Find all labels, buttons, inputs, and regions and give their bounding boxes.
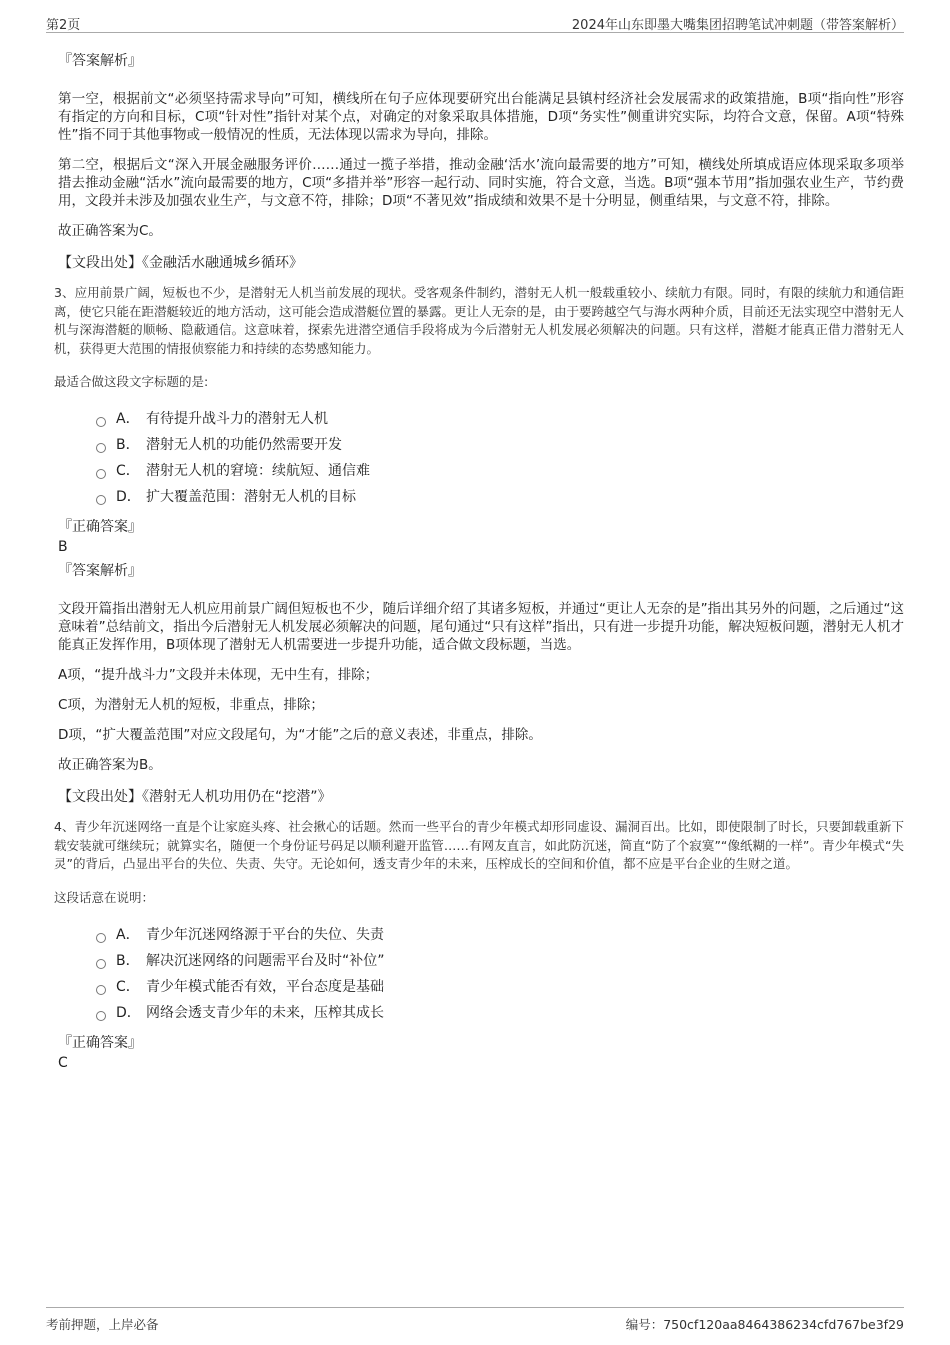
q3-analysis-a: A项，“提升战斗力”文段并未体现，无中生有，排除； xyxy=(58,667,379,683)
radio-icon[interactable] xyxy=(96,495,106,505)
option-text: 潜射无人机的窘境：续航短、通信难 xyxy=(146,463,370,479)
q2-conclusion: 故正确答案为C。 xyxy=(58,223,162,239)
q4-correct-label: 『正确答案』 xyxy=(58,1034,142,1051)
q4-stem: 这段话意在说明： xyxy=(54,889,155,905)
radio-icon[interactable] xyxy=(96,985,106,995)
option-key: A． xyxy=(116,411,140,427)
option-key: C． xyxy=(116,978,140,995)
q2-analysis-para2: 第二空，根据后文“深入开展金融服务评价……通过一揽子举措，推动金融‘活水’流向最需要的地方”可知，横线处所填成语应体现采取多项举措去推动金融“活水”流向最需要的地方，C项“多措并举”形容一起行动、同时实施，符合文意，当选。B项“强本节用”指加强农业生产，节约费用，文段并未涉及加强农业生产，与文意不符，排除；D项“不著见效”指成绩和效果不是十分明显，侧重结果，与文意不符，排除。 xyxy=(58,157,904,209)
q4-option-b[interactable] xyxy=(96,948,904,974)
radio-icon[interactable] xyxy=(96,443,106,453)
q3-analysis-c: C项，为潜射无人机的短板，非重点，排除； xyxy=(58,697,324,713)
q4-text: 4、青少年沉迷网络一直是个让家庭头疼、社会揪心的话题。然而一些平台的青少年模式却形同虚设、漏洞百出。比如，即使限制了时长，只要卸载重新下载安装就可继续玩；就算实名，随便一个身份证号码足以顺利避开监管……有网友直言，如此防沉迷，简直“防了个寂寞”“像纸糊的一样”。青少年模式“失灵”的背后，凸显出平台的失位、失责、失守。无论如何，透支青少年的未来，压榨成长的空间和价值，都不应是平台企业的生财之道。 xyxy=(54,819,904,871)
q3-options xyxy=(96,406,904,510)
radio-icon[interactable] xyxy=(96,933,106,943)
q3-text: 3、应用前景广阔，短板也不少，是潜射无人机当前发展的现状。受客观条件制约，潜射无人机一般载重较小、续航力有限。同时，有限的续航力和通信距离，使它只能在距潜艇较近的地方活动，这可能会造成潜艇位置的暴露。更让人无奈的是，由于要跨越空气与海水两种介质，目前还无法实现空中潜射无人机与深海潜艇的顺畅、隐蔽通信。这意味着，探索先进潜空通信手段将成为今后潜射无人机发展必须解决的问题。只有这样，潜艇才能真正借力潜射无人机，获得更大范围的情报侦察能力和持续的态势感知能力。 xyxy=(54,285,905,356)
page-header xyxy=(46,10,904,33)
document-code: 编号：750cf120aa8464386234cfd767be3f29 xyxy=(625,1317,904,1332)
option-key: D． xyxy=(116,1004,141,1021)
q4-correct-answer: C xyxy=(58,1054,68,1071)
option-text: 有待提升战斗力的潜射无人机 xyxy=(146,411,328,427)
option-key: D． xyxy=(116,489,141,505)
q2-analysis-para1: 第一空，根据前文“必须坚持需求导向”可知，横线所在句子应体现要研究出台能满足县镇村经济社会发展需求的政策措施，B项“指向性”形容有指定的方向和目标，C项“针对性”指针对某个点，对确定的对象采取具体措施，D项“务实性”侧重讲究实际，均符合文意，保留。A项“特殊性”指不同于其他事物或一般情况的性质，无法体现以需求为导向，排除。 xyxy=(58,91,904,143)
q4-option-c[interactable] xyxy=(96,974,904,1000)
option-key: B． xyxy=(116,437,140,453)
radio-icon[interactable] xyxy=(96,469,106,479)
option-text: 解决沉迷网络的问题需平台及时“补位” xyxy=(146,952,385,969)
q3-analysis-para1: 文段开篇指出潜射无人机应用前景广阔但短板也不少，随后详细介绍了其诸多短板，并通过“更让人无奈的是”指出其另外的问题，之后通过“这意味着”总结前文，指出今后潜射无人机发展必须解决的问题，尾句通过“只有这样”指出，只有进一步提升功能，解决短板问题，潜射无人机才能真正发挥作用，B项体现了潜射无人机需要进一步提升功能，适合做文段标题，当选。 xyxy=(58,601,904,653)
document-title: 2024年山东即墨大嘴集团招聘笔试冲刺题（带答案解析） xyxy=(571,18,904,33)
radio-icon[interactable] xyxy=(96,417,106,427)
page-footer xyxy=(46,1307,904,1332)
option-text: 网络会透支青少年的未来，压榨其成长 xyxy=(146,1004,384,1021)
q3-correct-answer: B xyxy=(58,539,68,555)
q3-option-a[interactable] xyxy=(96,406,904,432)
q3-conclusion: 故正确答案为B。 xyxy=(58,757,162,773)
q3-correct-label: 『正确答案』 xyxy=(58,519,142,535)
document-body xyxy=(54,42,904,1076)
q4-option-d[interactable] xyxy=(96,1000,904,1026)
q2-analysis-label: 『答案解析』 xyxy=(58,53,142,69)
q3-option-b[interactable] xyxy=(96,432,904,458)
radio-icon[interactable] xyxy=(96,1011,106,1021)
option-text: 潜射无人机的功能仍然需要开发 xyxy=(146,437,342,453)
page-number: 第2页 xyxy=(46,18,81,33)
option-key: A． xyxy=(116,926,140,943)
q3-source: 【文段出处】《潜射无人机功用仍在“挖潜”》 xyxy=(58,789,332,805)
footer-slogan: 考前押题，上岸必备 xyxy=(46,1317,159,1332)
q3-analysis-label: 『答案解析』 xyxy=(58,563,142,579)
q4-options xyxy=(96,922,904,1026)
option-key: B． xyxy=(116,952,140,969)
q3-stem: 最适合做这段文字标题的是: xyxy=(54,374,209,389)
q3-option-d[interactable] xyxy=(96,484,904,510)
q3-analysis-d: D项，“扩大覆盖范围”对应文段尾句，为“才能”之后的意义表述，非重点，排除。 xyxy=(58,727,542,743)
q4-option-a[interactable] xyxy=(96,922,904,948)
option-text: 青少年沉迷网络源于平台的失位、失责 xyxy=(146,926,384,943)
q2-source: 【文段出处】《金融活水融通城乡循环》 xyxy=(58,255,303,271)
option-text: 扩大覆盖范围：潜射无人机的目标 xyxy=(146,489,356,505)
q3-option-c[interactable] xyxy=(96,458,904,484)
option-text: 青少年模式能否有效，平台态度是基础 xyxy=(146,978,384,995)
option-key: C． xyxy=(116,463,140,479)
radio-icon[interactable] xyxy=(96,959,106,969)
